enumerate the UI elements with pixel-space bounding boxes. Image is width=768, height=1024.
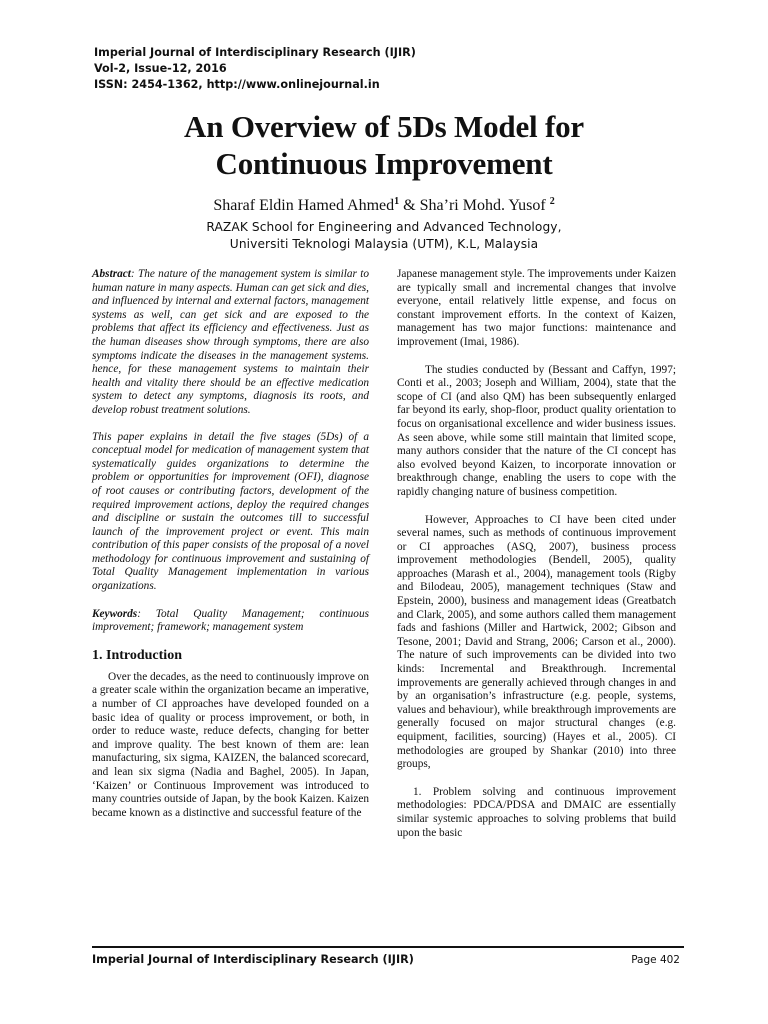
author-2: Sha’ri Mohd. Yusof [419,197,550,214]
section-heading-introduction: 1. Introduction [92,647,182,663]
footer-journal-name: Imperial Journal of Interdisciplinary Research (IJIR) [92,953,414,966]
author-1: Sharaf Eldin Hamed Ahmed [213,197,395,214]
keywords-label: Keywords [92,607,138,620]
right-paragraph-4: 1. Problem solving and continuous improvement methodologies: PDCA/PDSA and DMAIC are essentially similar systemic approaches to solving problems that build upon the basic [397,785,676,839]
right-paragraph-3: However, Approaches to CI have been cited under several names, such as methods of continuous improvement or CI approaches (ASQ, 2007), business process improvement methodologies (Bendell, 2005), quality approaches (Marash et al., 2004), management tools (Rigby and Bilodeau, 2005), management techniques (Staw and Epstein, 2000), business and management ideas (Greatbatch and Clark, 2005), and some authors called them management fads and fashions (Miller and Hartwick, 2002; Gibson and Tesone, 2001; David and Strang, 2006; Carson et al., 2000). The nature of such improvements can be divided into two kinds: Incremental and Breakthrough. Incremental improvements are generally achieved through changes in and by an organisation’s infrastructure (e.g. people, systems, values and behaviour), while breakthrough improvements are generally focused on major structural changes (e.g. equipment, facilities, sourcing) (Hayes et al., 2005). CI methodologies are grouped by Shankar (2010) into three groups, [397,513,676,771]
journal-issn: ISSN: 2454-1362, http://www.onlinejournal.in [94,78,380,91]
right-column [397,268,676,840]
abstract-paragraph-2: This paper explains in detail the five stages (5Ds) of a conceptual model for medication of management system that systematically guides organizations to determine the problem or opportunities for improvement (OFI), diagnose of root causes or contributing factors, development of the required improvement actions, deploy the required changes and discipline or sustain the outcomes till to successful launch of the improvement project or event. This main contribution of this paper consists of the proposal of a novel methodology for continuous improvement and sustaining of Total Quality Management implementation in various organizations. [92,430,369,593]
author-1-affil-marker: 1 [394,196,400,207]
journal-header [94,45,416,93]
journal-name: Imperial Journal of Interdisciplinary Research (IJIR) [94,46,416,59]
left-column [92,268,369,820]
paper-title-line2: Continuous Improvement [215,146,553,181]
affiliation-line2: Universiti Teknologi Malaysia (UTM), K.L, Malaysia [229,237,539,251]
footer-divider [92,946,684,948]
affiliation-line1: RAZAK School for Engineering and Advanced Technology, [206,220,562,234]
journal-volume: Vol-2, Issue-12, 2016 [94,62,227,75]
abstract-label: Abstract [92,268,131,280]
footer-page-number: Page 402 [631,954,680,966]
abstract-text-1: : The nature of the management system is similar to human nature in many aspects. Human can get sick and dies, and influenced by internal and external factors, management systems as well, can get sick and are exposed to the problems that affect its efficiency and effectiveness. Just as the human diseases show through symptoms, there are also symptoms indicate the diseases in the management systems. hence, for these management systems to maintain their health and vitality there should be an effective medication system to detect any symptoms, diagnosis its roots, and develop robust treatment solutions. [92,268,369,416]
abstract-paragraph-1 [92,268,369,418]
author-separator: & [399,197,420,214]
right-paragraph-1: Japanese management style. The improvements under Kaizen are typically small and incremental changes that involve everyone, entail relatively little expense, and focus on constant improvement efforts. In the context of Kaizen, management has two major functions: maintenance and improvement (Imai, 1986). [397,268,676,348]
keywords-text: : Total Quality Management; continuous improvement; framework; management system [92,607,369,634]
affiliation [0,219,768,253]
paper-title-line1: An Overview of 5Ds Model for [184,109,584,144]
author-2-affil-marker: 2 [549,196,555,207]
author-list [0,196,768,216]
paper-title [0,108,768,182]
keywords [92,608,369,635]
intro-paragraph-1: Over the decades, as the need to continuously improve on a greater scale within the organization became an imperative, a number of CI approaches have developed founded on a basic idea of quality or process improvement, or both, in order to reduce waste, reduce defects, changing for better and improve quality. The best known of them are: lean manufacturing, six sigma, KAIZEN, the balanced scorecard, and lean six sigma (Nadia and Baghel, 2005). In Japan, ‘Kaizen’ or Continuous Improvement was introduced to many countries outside of Japan, by the book Kaizen. Kaizen became known as a distinctive and successful feature of the [92,670,370,819]
right-paragraph-2: The studies conducted by (Bessant and Caffyn, 1997; Conti et al., 2003; Joseph and William, 2004), state that the scope of CI (and also QM) has been subsequently enlarged far beyond its early, shop-floor, product quality orientation to focus on organisational excellence and wider business issues. As seen above, while some still maintain that limited scope, many authors consider that the nature of the CI concept has also evolved beyond Kaizen, to incorporate innovation or breakthrough change, enabling the users to cope with the rapidly changing nature of business competition. [397,363,676,498]
